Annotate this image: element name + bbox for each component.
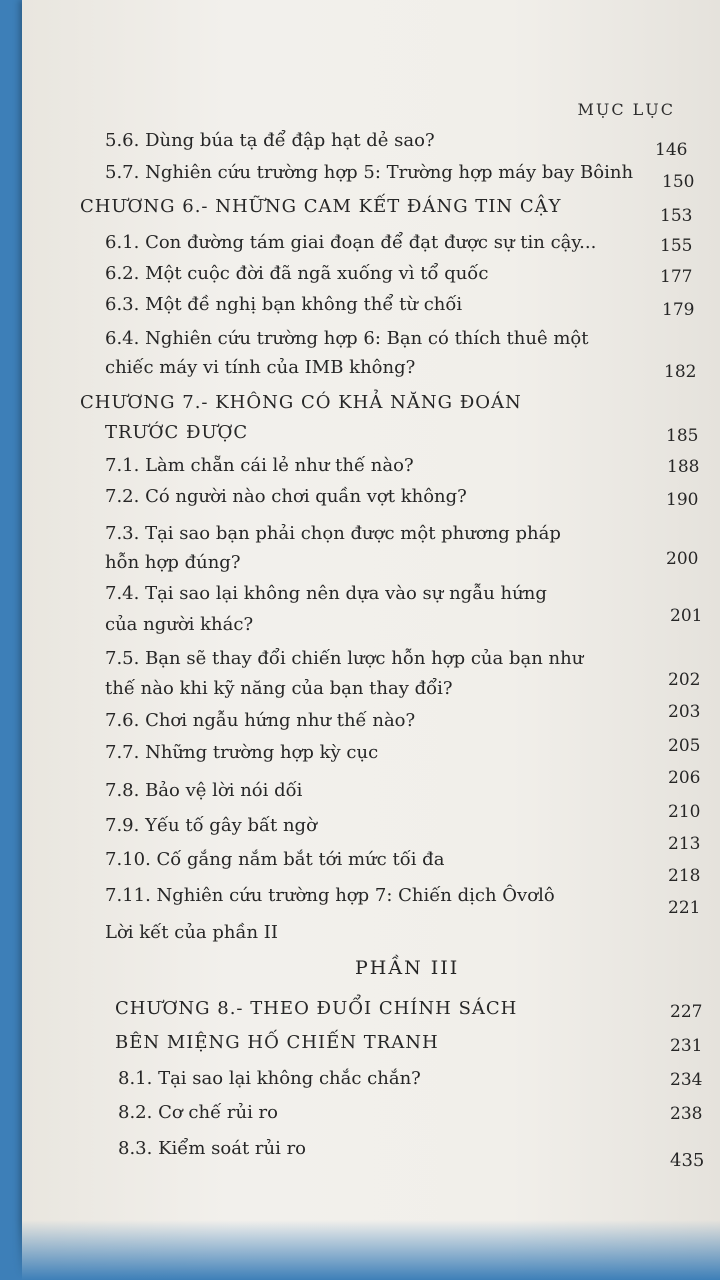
toc-line-continuation: thế nào khi kỹ năng của bạn thay đổi? (105, 678, 453, 699)
page-ref: 221 (668, 898, 701, 918)
toc-line: Lời kết của phần II (105, 922, 279, 943)
page-ref: 190 (666, 490, 699, 510)
page-ref: 150 (662, 172, 695, 192)
chapter-title-continuation: BÊN MIỆNG HỐ CHIẾN TRANH (115, 1032, 439, 1053)
toc-line: 7.4. Tại sao lại không nên dựa vào sự ngẫu hứng (105, 583, 547, 604)
toc-line: 7.7. Những trường hợp kỳ cục (105, 742, 379, 763)
page-ref: 205 (668, 736, 701, 756)
toc-line: 7.5. Bạn sẽ thay đổi chiến lược hỗn hợp của bạn như (105, 648, 584, 669)
toc-line-continuation: chiếc máy vi tính của IMB không? (105, 357, 416, 378)
toc-line: 5.7. Nghiên cứu trường hợp 5: Trường hợp máy bay Bôinh (105, 162, 634, 183)
page-ref: 200 (666, 549, 699, 569)
page-ref: 227 (670, 1002, 703, 1022)
page-ref: 202 (668, 670, 701, 690)
toc-line: 7.8. Bảo vệ lời nói dối (105, 780, 303, 801)
page-ref: 210 (668, 802, 701, 822)
running-header: MỤC LỤC (577, 100, 675, 119)
page-ref: 203 (668, 702, 701, 722)
toc-line: 6.2. Một cuộc đời đã ngã xuống vì tổ quốc (105, 263, 489, 284)
page-ref: 213 (668, 834, 701, 854)
toc-line: 7.6. Chơi ngẫu hứng như thế nào? (105, 710, 416, 731)
toc-line-continuation: của người khác? (105, 614, 254, 635)
toc-line: 7.10. Cố gắng nắm bắt tới mức tối đa (105, 849, 445, 870)
toc-line: 7.2. Có người nào chơi quần vợt không? (105, 486, 467, 507)
toc-line: 8.2. Cơ chế rủi ro (118, 1102, 278, 1123)
part-title: PHẦN III (355, 957, 460, 979)
toc-line: 8.3. Kiểm soát rủi ro (118, 1138, 307, 1159)
page-ref: 188 (667, 457, 700, 477)
toc-line: 7.1. Làm chẵn cái lẻ như thế nào? (105, 455, 414, 476)
toc-line: 7.11. Nghiên cứu trường hợp 7: Chiến dịch Ôvơlô (105, 885, 555, 906)
chapter-title: CHƯƠNG 6.- NHỮNG CAM KẾT ĐÁNG TIN CẬY (80, 196, 562, 217)
toc-line: 6.1. Con đường tám giai đoạn để đạt được sự tin cậy... (105, 232, 597, 253)
chapter-title: CHƯƠNG 7.- KHÔNG CÓ KHẢ NĂNG ĐOÁN (80, 392, 522, 413)
background-edge (0, 1220, 720, 1280)
page-ref: 234 (670, 1070, 703, 1090)
page-ref: 179 (662, 300, 695, 320)
page-ref: 206 (668, 768, 701, 788)
page-ref: 231 (670, 1036, 703, 1056)
toc-line: 5.6. Dùng búa tạ để đập hạt dẻ sao? (105, 130, 435, 151)
page-number: 435 (670, 1150, 705, 1171)
page-ref: 218 (668, 866, 701, 886)
chapter-title-continuation: TRƯỚC ĐƯỢC (105, 422, 249, 443)
page-ref: 182 (664, 362, 697, 382)
page-ref: 238 (670, 1104, 703, 1124)
toc-line: 6.3. Một đề nghị bạn không thể từ chối (105, 294, 463, 315)
page-ref: 153 (660, 206, 693, 226)
page-ref: 177 (660, 267, 693, 287)
page-ref: 201 (670, 606, 703, 626)
page-ref: 155 (660, 236, 693, 256)
chapter-title: CHƯƠNG 8.- THEO ĐUỔI CHÍNH SÁCH (115, 998, 518, 1019)
toc-line: 7.3. Tại sao bạn phải chọn được một phương pháp (105, 523, 561, 544)
toc-line-continuation: hỗn hợp đúng? (105, 552, 241, 573)
toc-line: 8.1. Tại sao lại không chắc chắn? (118, 1068, 421, 1089)
page-ref: 146 (655, 140, 688, 160)
page-ref: 185 (666, 426, 699, 446)
toc-line: 6.4. Nghiên cứu trường hợp 6: Bạn có thích thuê một (105, 328, 589, 349)
toc-line: 7.9. Yếu tố gây bất ngờ (105, 815, 317, 836)
